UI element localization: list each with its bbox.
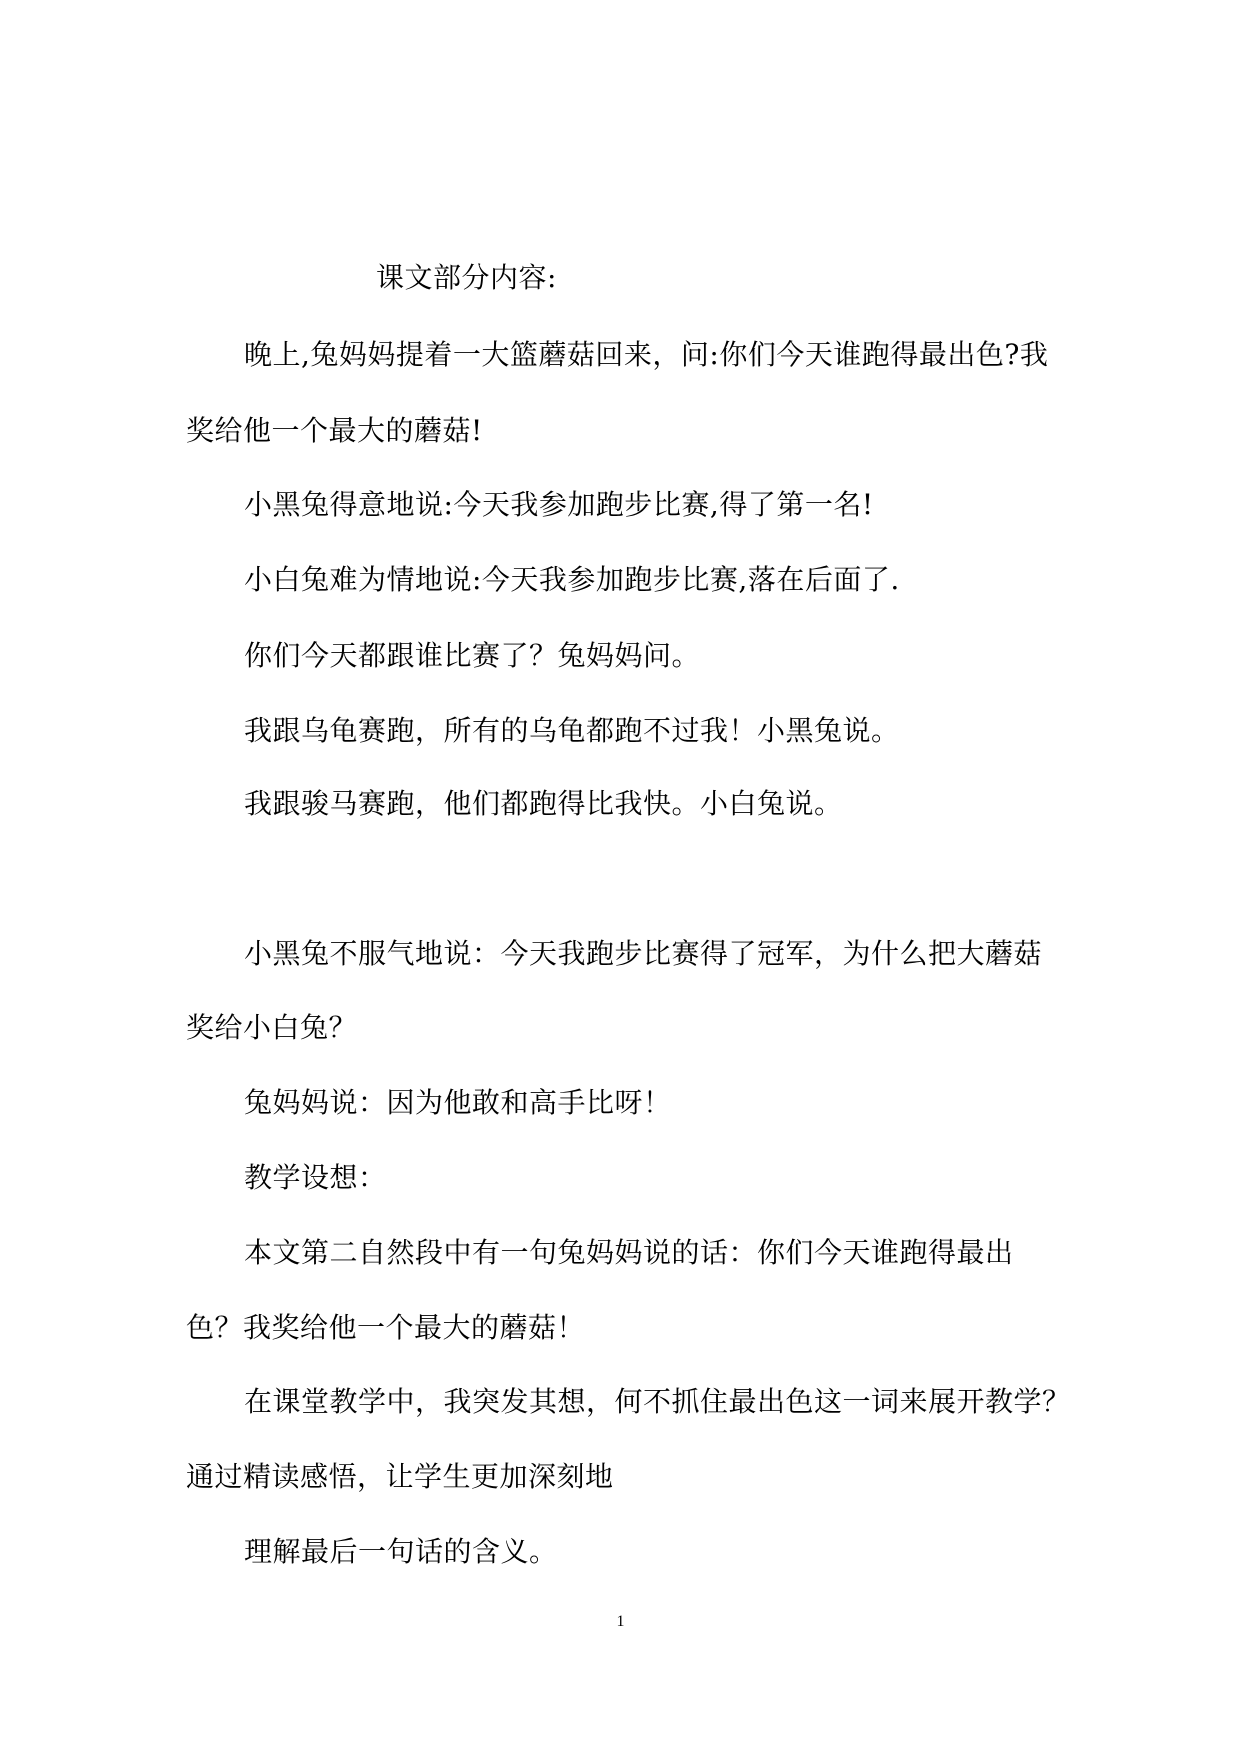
paragraph-line: 你们今天都跟谁比赛了？兔妈妈问。 (244, 639, 701, 672)
paragraph-line: 兔妈妈说：因为他敢和高手比呀！ (244, 1086, 672, 1119)
paragraph-line: 晚上,兔妈妈提着一大篮蘑菇回来，问:你们今天谁跑得最出色?我 (244, 338, 1049, 371)
paragraph-line: 通过精读感悟，让学生更加深刻地 (186, 1460, 614, 1493)
paragraph-line: 我跟乌龟赛跑，所有的乌龟都跑不过我！小黑兔说。 (244, 714, 900, 747)
section-heading: 教学设想： (244, 1161, 387, 1194)
paragraph-line: 小白兔难为情地说:今天我参加跑步比赛,落在后面了. (244, 563, 900, 596)
paragraph-line: 理解最后一句话的含义。 (244, 1535, 558, 1568)
paragraph-line: 在课堂教学中，我突发其想，何不抓住最出色这一词来展开教学？ (244, 1385, 1071, 1418)
paragraph-line: 奖给小白兔？ (186, 1011, 358, 1044)
paragraph-line: 本文第二自然段中有一句兔妈妈说的话：你们今天谁跑得最出 (244, 1236, 1014, 1269)
page-number: 1 (616, 1613, 625, 1630)
paragraph-line: 奖给他一个最大的蘑菇! (186, 414, 483, 447)
section-heading: 课文部分内容: (376, 261, 557, 294)
paragraph-line: 小黑兔不服气地说：今天我跑步比赛得了冠军，为什么把大蘑菇 (244, 937, 1043, 970)
paragraph-line: 我跟骏马赛跑，他们都跑得比我快。小白兔说。 (244, 787, 843, 820)
paragraph-line: 小黑兔得意地说:今天我参加跑步比赛,得了第一名! (244, 488, 874, 521)
paragraph-line: 色？我奖给他一个最大的蘑菇！ (186, 1311, 586, 1344)
